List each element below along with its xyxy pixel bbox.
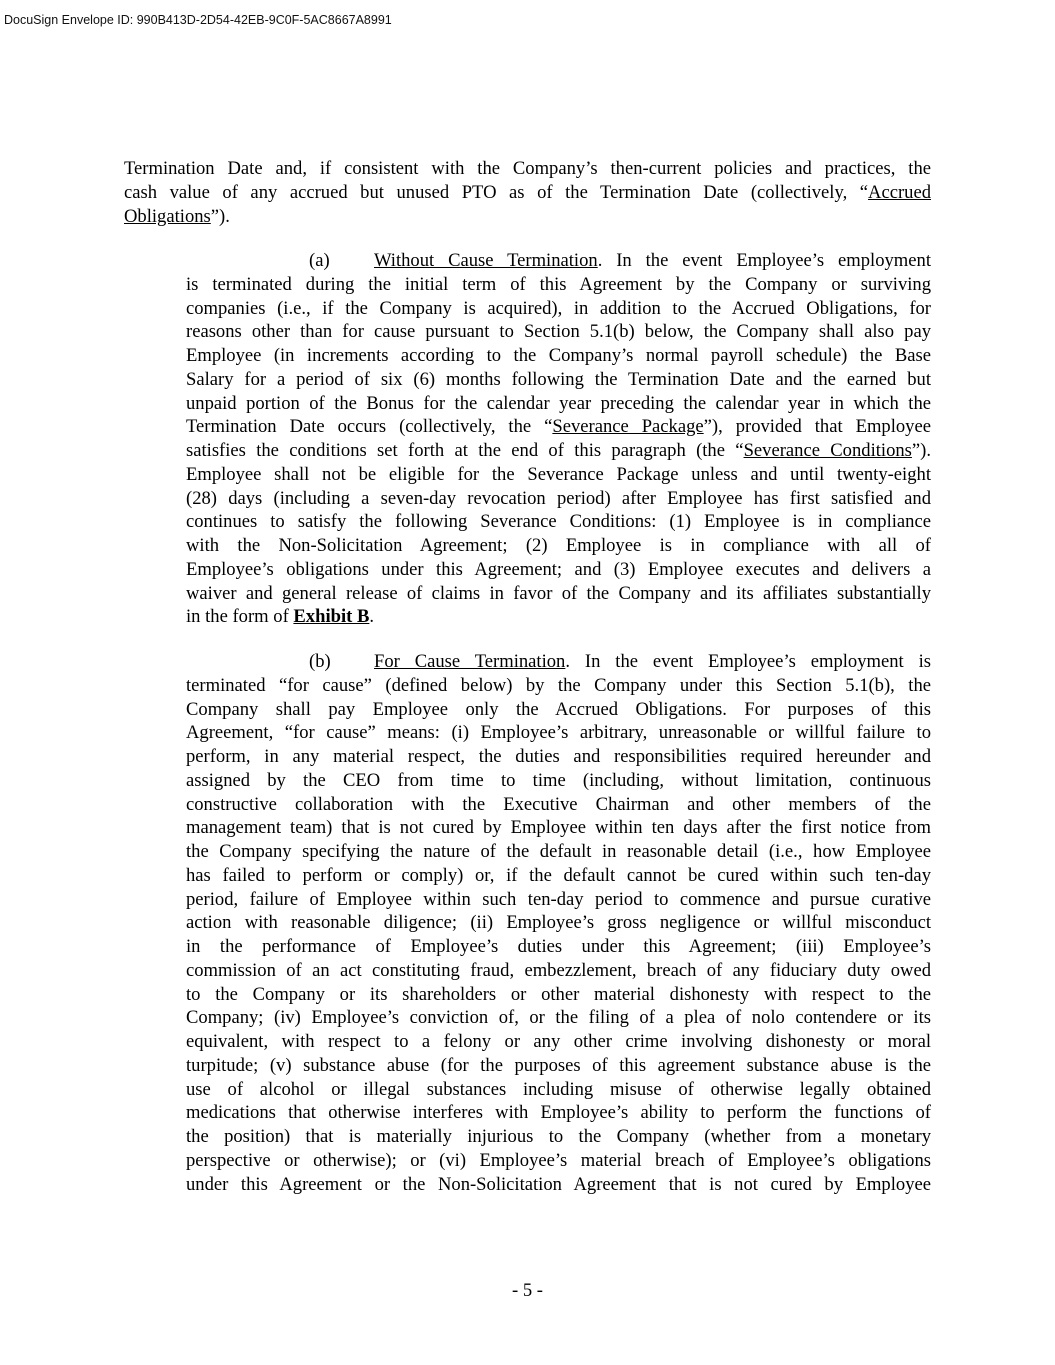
text-run: terminated “for cause” (defined below) by the Company under this Section 5.1(b), the	[186, 674, 931, 696]
text-run: Termination Date occurs (collectively, the “	[186, 416, 553, 438]
text-line	[186, 721, 931, 745]
text-line	[186, 439, 931, 463]
text-line	[186, 1078, 931, 1102]
text-run: reasons other than for cause pursuant to Section 5.1(b) below, the Company shall also pay	[186, 321, 931, 343]
text-line	[186, 487, 931, 511]
text-line	[186, 1101, 931, 1125]
text-line	[186, 959, 931, 983]
text-line	[186, 1173, 931, 1197]
text-run: constructive collaboration with the Executive Chairman and other members of the	[186, 793, 931, 815]
underlined-term: Without Cause Termination	[374, 250, 598, 271]
text-run: Agreement, “for cause” means: (i) Employee’s arbitrary, unreasonable or willful failure to	[186, 722, 931, 744]
section-label: (b)	[309, 651, 331, 672]
text-line	[186, 368, 931, 392]
text-run: under this Agreement or the Non-Solicitation Agreement that is not cured by Employee	[186, 1173, 931, 1195]
text-run: with the Non-Solicitation Agreement; (2) Employee is in compliance with all of	[186, 535, 931, 556]
text-run: turpitude; (v) substance abuse (for the purposes of this agreement substance abuse is the	[186, 1054, 931, 1076]
text-run: equivalent, with respect to a felony or any other crime involving dishonesty or moral	[186, 1031, 931, 1052]
text-line	[186, 558, 931, 582]
text-line	[186, 983, 931, 1007]
paragraph-without-cause-termination	[186, 249, 931, 629]
text-line	[186, 320, 931, 344]
text-run: management team) that is not cured by Employee within ten days after the first notice from	[186, 817, 931, 839]
text-run: . In the event Employee’s employment is	[565, 651, 931, 672]
text-run: period, failure of Employee within such ten-day period to commence and pursue curative	[186, 888, 931, 910]
text-line	[186, 582, 931, 606]
text-run: cash value of any accrued but unused PTO as of the Termination Date (collectively, “	[124, 181, 869, 203]
text-line	[186, 273, 931, 297]
text-run: action with reasonable diligence; (ii) Employee’s gross negligence or willful misconduct	[186, 912, 931, 934]
text-line	[186, 297, 931, 321]
text-run: companies (i.e., if the Company is acquired), in addition to the Accrued Obligations, for	[186, 297, 931, 319]
text-line	[186, 1006, 931, 1030]
text-line	[186, 1030, 931, 1054]
text-run: use of alcohol or illegal substances including misuse of otherwise legally obtained	[186, 1078, 931, 1100]
text-run: has failed to perform or comply) or, if the default cannot be cured within such ten-day	[186, 864, 931, 886]
text-run: perspective or otherwise); or (vi) Employee’s material breach of Employee’s obligations	[186, 1149, 931, 1171]
text-run: .	[369, 606, 375, 628]
underlined-term: Accrued	[868, 181, 931, 203]
text-run: unpaid portion of the Bonus for the calendar year preceding the calendar year in which the	[186, 392, 931, 414]
text-line	[186, 1149, 931, 1173]
text-line	[186, 888, 931, 912]
text-line	[186, 1125, 931, 1149]
text-run: ”).	[210, 205, 230, 227]
text-run: the Company specifying the nature of the default in reasonable detail (i.e., how Employee	[186, 841, 931, 862]
text-run: Salary for a period of six (6) months following the Termination Date and the earned but	[186, 368, 931, 390]
text-line	[186, 344, 931, 368]
text-run: ”).	[911, 440, 931, 461]
text-run: . In the event Employee’s employment	[597, 250, 931, 271]
text-line	[186, 935, 931, 959]
text-line	[186, 534, 931, 558]
text-line	[186, 864, 931, 888]
text-line	[124, 157, 931, 181]
text-run: medications that otherwise interferes with Employee’s ability to perform the functions of	[186, 1102, 931, 1124]
text-line	[124, 205, 931, 229]
text-run: Company shall pay Employee only the Accrued Obligations. For purposes of this	[186, 698, 931, 720]
underlined-term: Severance Package	[552, 416, 704, 438]
paragraph-accrued-obligations	[124, 157, 931, 228]
text-line	[124, 181, 931, 205]
text-run: waiver and general release of claims in favor of the Company and its affiliates substantially	[186, 582, 931, 604]
text-line	[186, 698, 931, 722]
text-run: in the form of	[186, 606, 294, 628]
text-line	[186, 415, 931, 439]
text-line	[186, 840, 931, 864]
text-run: assigned by the CEO from time to time (including, without limitation, continuous	[186, 769, 931, 791]
text-line	[186, 745, 931, 769]
text-run: Employee’s obligations under this Agreement; and (3) Employee executes and delivers a	[186, 558, 931, 580]
page-number: - 5 -	[512, 1280, 543, 1301]
text-run: in the performance of Employee’s duties under this Agreement; (iii) Employee’s	[186, 936, 931, 957]
underlined-term: Obligations	[124, 205, 211, 227]
text-run: Employee shall not be eligible for the Severance Package unless and until twenty-eight	[186, 463, 931, 485]
text-line	[186, 793, 931, 817]
docusign-envelope-id: DocuSign Envelope ID: 990B413D-2D54-42EB-9C0F-5AC8667A8991	[4, 13, 392, 27]
text-run: Company; (iv) Employee’s conviction of, or the filing of a plea of nolo contendere or its	[186, 1007, 931, 1029]
text-line	[186, 650, 931, 674]
text-line	[186, 816, 931, 840]
text-line	[186, 769, 931, 793]
text-run: commission of an act constituting fraud, embezzlement, breach of any fiduciary duty owed	[186, 959, 931, 981]
text-run: the position) that is materially injurious to the Company (whether from a monetary	[186, 1126, 931, 1147]
section-label: (a)	[309, 250, 330, 271]
text-run: is terminated during the initial term of this Agreement by the Company or surviving	[186, 273, 931, 295]
underlined-term: For Cause Termination	[374, 651, 566, 672]
text-line	[186, 510, 931, 534]
text-run: Termination Date and, if consistent with the Company’s then-current policies and practices, the	[124, 158, 931, 179]
text-run: satisfies the conditions set forth at the end of this paragraph (the “	[186, 440, 744, 461]
text-run: (28) days (including a seven-day revocation period) after Employee has first satisfied and	[186, 487, 931, 509]
text-line	[186, 1054, 931, 1078]
text-run: continues to satisfy the following Severance Conditions: (1) Employee is in compliance	[186, 511, 931, 533]
text-run: perform, in any material respect, the duties and responsibilities required hereunder and	[186, 746, 931, 767]
text-line	[186, 392, 931, 416]
underlined-term: Severance Conditions	[743, 440, 912, 461]
text-line	[186, 605, 931, 629]
bold-underlined-term: Exhibit B	[293, 606, 370, 628]
text-line	[186, 463, 931, 487]
text-run: Employee (in increments according to the Company’s normal payroll schedule) the Base	[186, 345, 931, 366]
text-line	[186, 911, 931, 935]
paragraph-for-cause-termination	[186, 650, 931, 1196]
text-line	[186, 249, 931, 273]
text-line	[186, 674, 931, 698]
text-run: to the Company or its shareholders or other material dishonesty with respect to the	[186, 983, 931, 1005]
text-run: ”), provided that Employee	[703, 416, 931, 438]
